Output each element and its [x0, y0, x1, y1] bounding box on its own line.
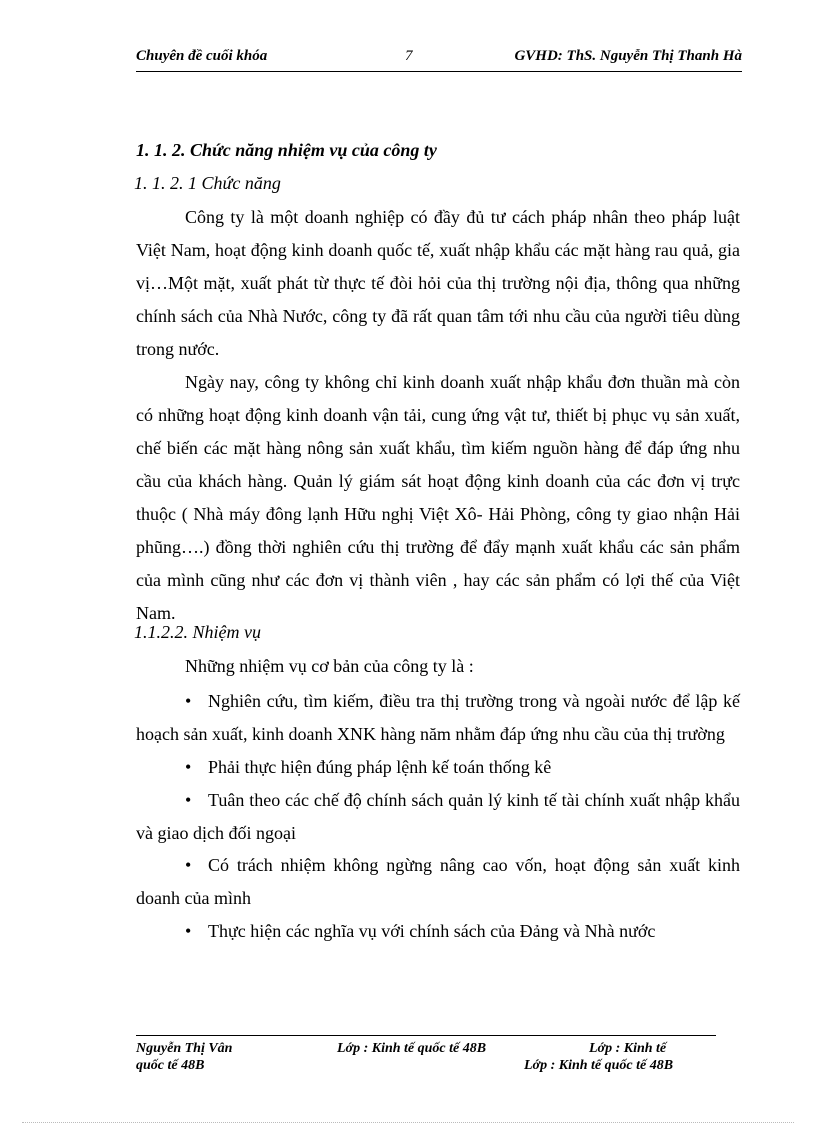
bullet-icon: • — [185, 855, 192, 875]
bullet-icon: • — [185, 757, 192, 777]
section-heading: 1. 1. 2. Chức năng nhiệm vụ của công ty — [136, 140, 437, 160]
bullet-icon: • — [185, 921, 192, 941]
duty-list-item — [136, 685, 740, 751]
header-rule — [136, 71, 742, 72]
bullet-icon: • — [185, 790, 192, 810]
paragraph-functions-2: Ngày nay, công ty không chỉ kinh doanh xuất nhập khẩu đơn thuần mà còn có những hoạt động kinh doanh vận tải, cung ứng vật tư, thiết bị phục vụ sản xuất, chế biến các mặt hàng nông sản xuất khẩu, tìm kiếm nguồn hàng để đáp ứng nhu cầu của khách hàng. Quản lý giám sát hoạt động kinh doanh của các đơn vị trực thuộc ( Nhà máy đông lạnh Hữu nghị Việt Xô- Hải Phòng, công ty giao nhận Hải phũng….) đồng thời nghiên cứu thị trường để đẩy mạnh xuất khẩu các sản phẩm của mình cũng như các đơn vị thành viên , hay các sản phẩm có lợi thế của Việt Nam. — [136, 372, 740, 623]
header-document-title: Chuyên đề cuối khóa — [136, 48, 268, 64]
duty-text: Thực hiện các nghĩa vụ với chính sách của Đảng và Nhà nước — [208, 921, 656, 941]
header-page-number: 7 — [405, 48, 413, 64]
subsection-heading-functions: 1. 1. 2. 1 Chức năng — [134, 173, 281, 193]
page-header — [136, 48, 742, 70]
footer-class-bottom: Lớp : Kinh tế quốc tế 48B — [524, 1058, 674, 1073]
footer-class-right: Lớp : Kinh tế — [589, 1041, 667, 1056]
duty-list-item — [136, 784, 740, 850]
duty-list-item — [136, 751, 740, 784]
duty-text: Phải thực hiện đúng pháp lệnh kế toán thống kê — [208, 757, 552, 777]
duty-text: Có trách nhiệm không ngừng nâng cao vốn, hoạt động sản xuất kinh doanh của mình — [136, 855, 740, 908]
duty-text: Nghiên cứu, tìm kiếm, điều tra thị trường trong và ngoài nước để lập kế hoạch sản xuất, kinh doanh XNK hàng năm nhằm đáp ứng nhu cầu của thị trường — [136, 691, 740, 744]
duty-list-item — [136, 849, 740, 915]
subsection-heading-duties: 1.1.2.2. Nhiệm vụ — [134, 622, 261, 642]
bullet-icon: • — [185, 691, 192, 711]
footer-rule — [136, 1035, 716, 1036]
footer-class-middle: Lớp : Kinh tế quốc tế 48B — [337, 1041, 487, 1056]
duty-list-item — [136, 915, 740, 948]
paragraph-functions-1: Công ty là một doanh nghiệp có đầy đủ tư cách pháp nhân theo pháp luật Việt Nam, hoạt động kinh doanh quốc tế, xuất nhập khẩu các mặt hàng rau quả, gia vị…Một mặt, xuất phát từ thực tế đòi hỏi của thị trường nội địa, thông qua những chính sách của Nhà Nước, công ty đã rất quan tâm tới nhu cầu của người tiêu dùng trong nước. — [136, 207, 740, 359]
duty-text: Tuân theo các chế độ chính sách quản lý kinh tế tài chính xuất nhập khẩu và giao dịch đối ngoại — [136, 790, 740, 843]
footer-author: Nguyễn Thị Vân — [136, 1041, 233, 1056]
footer-class-wrap: quốc tế 48B — [136, 1058, 205, 1073]
duties-intro: Những nhiệm vụ cơ bản của công ty là : — [185, 656, 474, 676]
header-advisor: GVHD: ThS. Nguyễn Thị Thanh Hà — [514, 48, 742, 64]
